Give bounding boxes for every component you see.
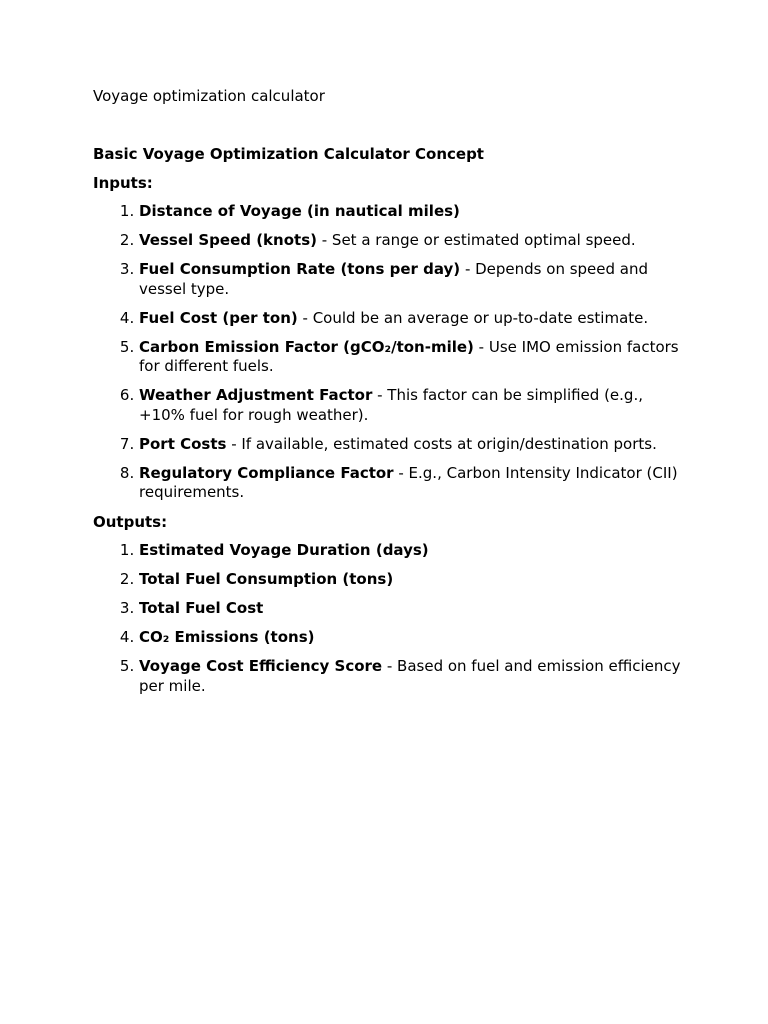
list-item: [139, 309, 683, 329]
item-description: - This factor can be simplified (e.g., +10% fuel for rough weather).: [139, 386, 643, 424]
list-item: [139, 202, 683, 222]
item-term: CO₂ Emissions (tons): [139, 628, 315, 646]
item-term: Fuel Consumption Rate (tons per day): [139, 260, 461, 278]
item-description: - Based on fuel and emission efficiency per mile.: [139, 657, 681, 695]
list-item: [139, 541, 683, 561]
item-term: Voyage Cost Efficiency Score: [139, 657, 383, 675]
inputs-label: Inputs:: [93, 174, 153, 192]
item-description: - Depends on speed and vessel type.: [139, 260, 649, 298]
item-description: - E.g., Carbon Intensity Indicator (CII) requirements.: [139, 463, 678, 501]
item-description: - Could be an average or up-to-date estimate.: [297, 308, 649, 327]
item-term: Vessel Speed (knots): [139, 231, 317, 249]
item-description: - Use IMO emission factors for different fuels.: [139, 337, 679, 375]
item-term: Total Fuel Cost: [139, 599, 264, 617]
list-item: [139, 260, 683, 299]
outputs-list: [93, 541, 683, 696]
inputs-list: [93, 202, 683, 503]
item-description: - If available, estimated costs at origin/destination ports.: [226, 434, 657, 453]
list-item: [139, 464, 683, 503]
list-item: [139, 435, 683, 455]
item-term: Weather Adjustment Factor: [139, 386, 373, 404]
item-term: Distance of Voyage (in nautical miles): [139, 202, 460, 220]
item-term: Carbon Emission Factor (gCO₂/ton-mile): [139, 337, 474, 356]
item-term: Regulatory Compliance Factor: [139, 463, 394, 482]
list-item: [139, 599, 683, 619]
document-page: [93, 86, 683, 706]
list-item: [139, 338, 683, 377]
list-item: [139, 570, 683, 590]
document-title: Voyage optimization calculator: [93, 87, 325, 105]
list-item: [139, 231, 683, 251]
concept-heading: Basic Voyage Optimization Calculator Concept: [93, 145, 484, 163]
item-description: - Set a range or estimated optimal speed.: [316, 231, 636, 249]
list-item: [139, 628, 683, 648]
outputs-label: Outputs:: [93, 513, 168, 531]
item-term: Total Fuel Consumption (tons): [139, 570, 394, 588]
list-item: [139, 657, 683, 696]
list-item: [139, 386, 683, 425]
item-term: Fuel Cost (per ton): [139, 308, 298, 327]
item-term: Port Costs: [139, 434, 227, 453]
item-term: Estimated Voyage Duration (days): [139, 541, 429, 559]
